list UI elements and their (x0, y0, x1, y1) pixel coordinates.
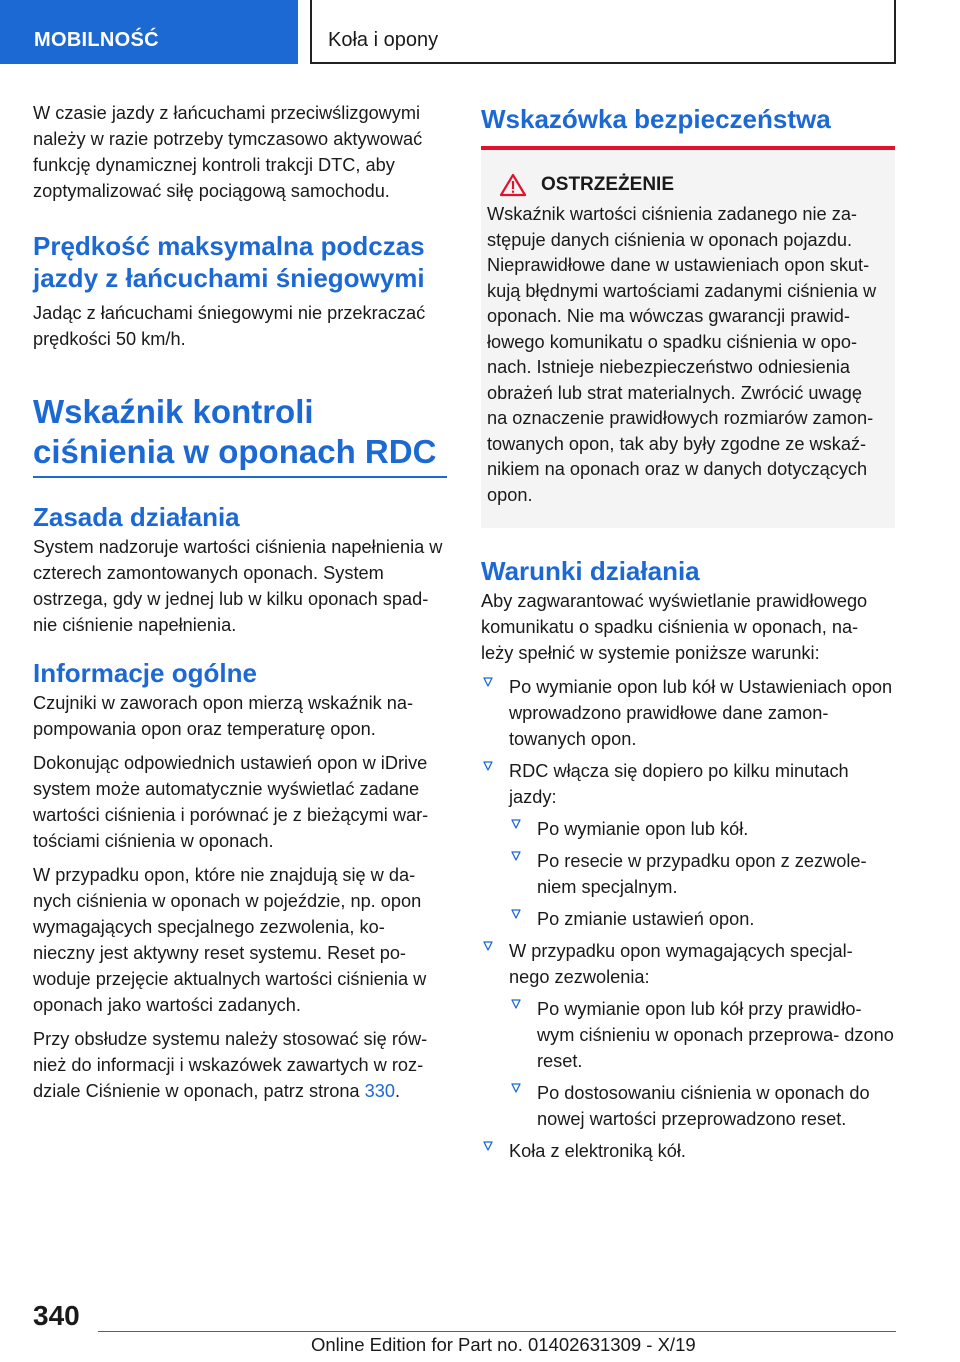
triangle-bullet-icon (511, 999, 521, 1009)
warning-triangle-icon (499, 173, 527, 197)
list-item-text: Po dostosowaniu ciśnienia w oponach do nowej wartości przeprowadzono reset. (537, 1083, 870, 1129)
principle-heading: Zasada działania (33, 502, 240, 532)
general-paragraph-4-text: Przy obsłudze systemu należy stosować się rów- nież do informacji i wskazówek zawartych w roz- dziale Ciśnienie w oponach, patrz strona (33, 1029, 428, 1101)
heading-divider (33, 476, 447, 478)
sub-list-item (481, 996, 895, 1074)
warning-title-row (487, 172, 887, 198)
general-paragraph-2: Dokonując odpowiednich ustawień opon w iDrive system może automatycznie wyświetlać zadane wartości ciśnienia i porównać je z bieżącymi war- tościami ciśnienia w oponach. (33, 753, 429, 851)
list-item-text: Koła z elektroniką kół. (509, 1141, 686, 1161)
chapter-tab[interactable]: MOBILNOŚĆ (0, 0, 298, 64)
triangle-bullet-icon (483, 761, 493, 771)
rdc-heading: Wskaźnik kontroli ciśnienia w oponach RDC (33, 393, 437, 470)
list-item-text: Po resecie w przypadku opon z zezwole- niem specjalnym. (537, 851, 867, 897)
intro-paragraph: W czasie jazdy z łańcuchami przeciwślizgowymi należy w razie potrzeby tymczasowo aktywować funkcję dynamicznej kontroli trakcji DTC, aby zoptymalizować siłę pociągową samochodu. (33, 103, 423, 201)
speed-paragraph: Jadąc z łańcuchami śniegowymi nie przekraczać prędkości 50 km/h. (33, 303, 426, 349)
sub-list-item (481, 848, 895, 900)
triangle-bullet-icon (483, 677, 493, 687)
conditions-heading: Warunki działania (481, 556, 700, 586)
general-paragraph-4 (33, 1026, 447, 1104)
conditions-list (481, 674, 895, 1164)
conditions-intro: Aby zagwarantować wyświetlanie prawidłowego komunikatu o spadku ciśnienia w oponach, na- leży spełnić w systemie poniższe warunki: (481, 591, 868, 663)
list-item-text: Po wymianie opon lub kół w Ustawieniach opon wprowadzono prawidłowe dane zamon- towanych opon. (509, 677, 893, 749)
section-title: Koła i opony (310, 0, 896, 64)
warning-box (481, 150, 895, 528)
warning-title: OSTRZEŻENIE (541, 174, 675, 195)
principle-paragraph: System nadzoruje wartości ciśnienia napełnienia w czterech zamontowanych oponach. System ostrzega, gdy w jednej lub w kilku oponach spad- nie ciśnienie napełnienia. (33, 537, 443, 635)
general-paragraph-4-end: . (394, 1081, 401, 1101)
general-paragraph-3: W przypadku opon, które nie znajdują się w da- nych ciśnienia w oponach w pojeździe, np. opon wymagających specjalnego zezwolenia, ko- nieczny jest aktywny reset systemu. Reset po- woduje przejęcie aktualnych wartości ciśnienia w oponach jako wartości zadanych. (33, 865, 427, 1015)
list-item-text: Po wymianie opon lub kół. (537, 819, 749, 839)
footer-edition: Online Edition for Part no. 01402631309 - X/19 (311, 1334, 696, 1355)
list-item-text: Po wymianie opon lub kół przy prawidło- wym ciśnieniu w oponach przeprowa- dzono reset. (537, 999, 894, 1071)
speed-heading: Prędkość maksymalna podczas jazdy z łańcuchami śniegowymi (33, 231, 425, 293)
list-item (481, 1138, 895, 1164)
list-item-text: W przypadku opon wymagających specjal- nego zezwolenia: (509, 941, 853, 987)
triangle-bullet-icon (511, 909, 521, 919)
triangle-bullet-icon (483, 1141, 493, 1151)
page-reference-link[interactable]: 330 (364, 1081, 395, 1101)
list-item (481, 938, 895, 990)
general-heading: Informacje ogólne (33, 658, 257, 688)
footer-divider (98, 1331, 896, 1332)
safety-heading: Wskazówka bezpieczeństwa (481, 104, 831, 134)
sub-list-item (481, 906, 895, 932)
sub-list-item (481, 816, 895, 842)
list-item-text: RDC włącza się dopiero po kilku minutach jazdy: (509, 761, 849, 807)
triangle-bullet-icon (511, 819, 521, 829)
page-number: 340 (33, 1300, 80, 1331)
list-item (481, 674, 895, 752)
general-paragraph-1: Czujniki w zaworach opon mierzą wskaźnik na- pompowania opon oraz temperaturę opon. (33, 693, 414, 739)
triangle-bullet-icon (483, 941, 493, 951)
triangle-bullet-icon (511, 851, 521, 861)
list-item-text: Po zmianie ustawień opon. (537, 909, 755, 929)
sub-list-item (481, 1080, 895, 1132)
left-column (33, 100, 447, 1112)
list-item (481, 758, 895, 810)
warning-text: Wskaźnik wartości ciśnienia zadanego nie za- stępuje danych ciśnienia w oponach pojazdu. Nieprawidłowe dane w ustawieniach opon skut- kują błędnymi wartościami zadanymi ciśnienia w oponach. Nie ma wówczas gwarancji prawid- łowego komunikatu o spadku ciśnienia w opo- nach. Istnieje niebezpieczeństwo odniesienia obrażeń lub strat materialnych. Zwrócić uwagę na oznaczenie prawidłowych rozmiarów zamon- towanych opon, tak aby były zgodne ze wskaź- nikiem na oponach oraz w danych dotyczących opon. (487, 204, 877, 505)
right-column (481, 100, 895, 1170)
triangle-bullet-icon (511, 1083, 521, 1093)
